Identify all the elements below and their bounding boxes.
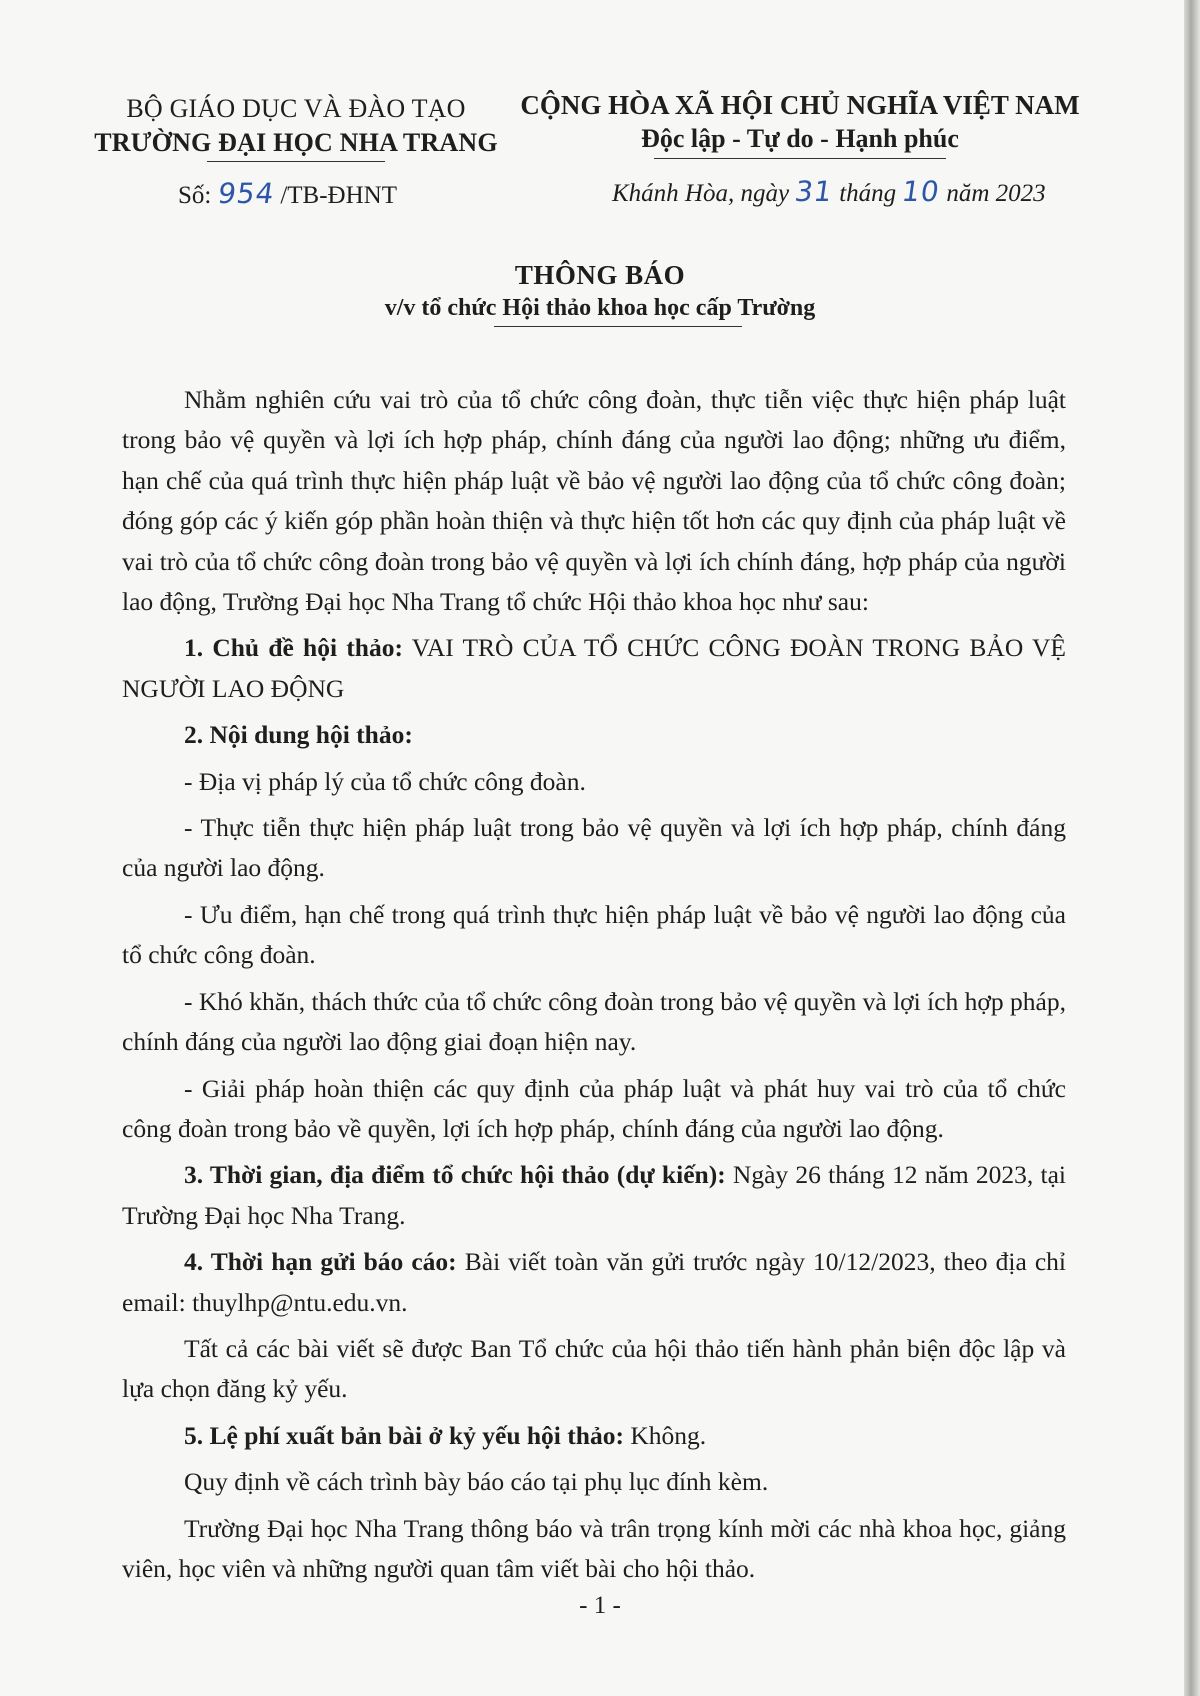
national-heading — [520, 88, 1080, 159]
document-subtitle: v/v tổ chức Hội thảo khoa học cấp Trường — [384, 295, 816, 321]
date-month-label: tháng — [832, 180, 903, 207]
national-motto: Độc lập - Tự do - Hạnh phúc — [641, 124, 959, 153]
content-item: - Thực tiễn thực hiện pháp luật trong bảo vệ quyền và lợi ích hợp pháp, chính đáng của người lao động. — [122, 813, 1066, 883]
section-fee-text: Không. — [623, 1420, 707, 1450]
section-content — [122, 715, 1066, 755]
section-topic — [122, 628, 1066, 709]
review-paragraph: Tất cả các bài viết sẽ được Ban Tổ chức của hội thảo tiến hành phản biện độc lập và lựa chọn đăng kỷ yếu. — [122, 1333, 1066, 1404]
country-name: CỘNG HÒA XÃ HỘI CHỦ NGHĨA VIỆT NAM — [520, 90, 1080, 120]
date-day-handwritten: 31 — [793, 175, 836, 208]
issuer-underline — [207, 161, 385, 162]
section-time-place — [122, 1155, 1066, 1236]
document-date — [612, 176, 1046, 210]
date-month-handwritten: 10 — [900, 175, 943, 208]
appendix-paragraph: Quy định về cách trình bày báo cáo tại phụ lục đính kèm. — [184, 1467, 769, 1497]
closing-paragraph: Trường Đại học Nha Trang thông báo và trân trọng kính mời các nhà khoa học, giảng viên, học viên và những người quan tâm viết bài cho hội thảo. — [122, 1513, 1066, 1583]
doc-number-suffix: /TB-ĐHNT — [274, 182, 397, 209]
content-item: - Khó khăn, thách thức của tổ chức công đoàn trong bảo vệ quyền và lợi ích hợp pháp, chính đáng của người lao động giai đoạn hiện nay. — [122, 986, 1066, 1057]
scan-edge — [1184, 0, 1200, 1696]
document-number — [178, 178, 397, 212]
doc-number-handwritten: 954 — [215, 177, 277, 210]
school-name: TRƯỜNG ĐẠI HỌC NHA TRANG — [94, 128, 498, 157]
section-topic-text: VAI TRÒ CỦA TỔ CHỨC CÔNG ĐOÀN TRONG BẢO VỆ NGƯỜI LAO ĐỘNG — [122, 633, 1066, 703]
section-content-label: 2. Nội dung hội thảo: — [184, 720, 413, 750]
page-number: - 1 - — [579, 1592, 621, 1619]
document-body — [122, 380, 1066, 1589]
title-block — [0, 258, 1200, 327]
doc-number-prefix: Số: — [178, 182, 218, 209]
issuer-block — [86, 92, 506, 162]
section-fee-label: 5. Lệ phí xuất bản bài ở kỷ yếu hội thảo: — [184, 1420, 624, 1450]
section-fee — [122, 1416, 1066, 1456]
date-year: năm 2023 — [940, 180, 1046, 207]
section-topic-label: 1. Chủ đề hội thảo: — [184, 633, 403, 663]
section-deadline-text: Bài viết toàn văn gửi trước ngày 10/12/2023, theo địa chỉ email: thuylhp@ntu.edu.vn. — [122, 1247, 1067, 1317]
content-item: - Ưu điểm, hạn chế trong quá trình thực hiện pháp luật về bảo vệ người lao động của tổ chức công đoàn. — [122, 899, 1066, 970]
date-place: Khánh Hòa, ngày — [612, 180, 796, 207]
content-item: - Địa vị pháp lý của tổ chức công đoàn. — [184, 766, 586, 796]
section-deadline-label: 4. Thời hạn gửi báo cáo: — [184, 1247, 457, 1277]
content-item: - Giải pháp hoàn thiện các quy định của pháp luật và phát huy vai trò của tổ chức công đoàn trong bảo về quyền, lợi ích hợp pháp, chính đáng của người lao động. — [122, 1073, 1066, 1143]
document-title: THÔNG BÁO — [514, 260, 686, 290]
ministry-name: BỘ GIÁO DỤC VÀ ĐÀO TẠO — [126, 94, 466, 123]
section-deadline — [122, 1242, 1066, 1323]
motto-underline — [654, 158, 946, 159]
intro-paragraph: Nhằm nghiên cứu vai trò của tổ chức công đoàn, thực tiễn việc thực hiện pháp luật trong bảo vệ quyền và lợi ích hợp pháp, chính đáng của người lao động; những ưu điểm, hạn chế của quá trình thực hiện pháp luật về bảo vệ người lao động của tổ chức công đoàn; đóng góp các ý kiến góp phần hoàn thiện và thực hiện tốt hơn các quy định của pháp luật về vai trò của tổ chức công đoàn trong bảo vệ quyền và lợi ích chính đáng, hợp pháp của người lao động, Trường Đại học Nha Trang tổ chức Hội thảo khoa học như sau: — [122, 385, 1066, 617]
section-time-place-text: Ngày 26 tháng 12 năm 2023, tại Trường Đại học Nha Trang. — [122, 1160, 1066, 1230]
subtitle-underline — [494, 326, 742, 327]
section-time-place-label: 3. Thời gian, địa điểm tổ chức hội thảo (dự kiến): — [184, 1160, 726, 1190]
